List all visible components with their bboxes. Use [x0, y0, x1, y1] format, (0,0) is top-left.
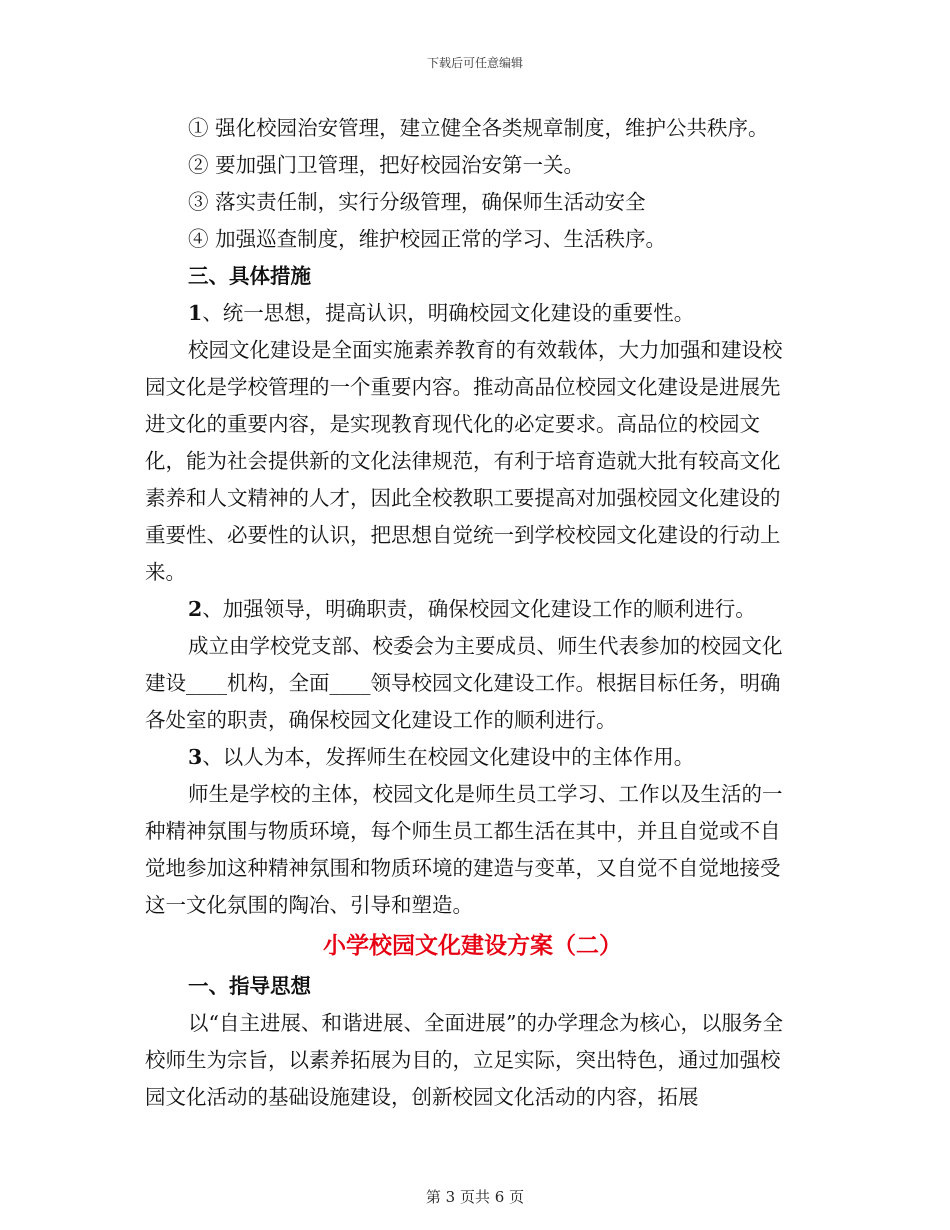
list-item: ④ 加强巡查制度，维护校园正常的学习、生活秩序。	[188, 227, 667, 251]
page-footer: 第 3 页共 6 页	[425, 1188, 525, 1206]
point-number: 2	[188, 597, 203, 621]
section-heading: 一、指导思想	[188, 974, 312, 998]
point-number: 1	[188, 301, 203, 325]
point-text: 、统一思想，提高认识，明确校园文化建设的重要性。	[202, 301, 695, 325]
page-header: 下载后可任意编辑	[426, 56, 523, 70]
point-text: 、加强领导，明确职责，确保校园文化建设工作的顺利进行。	[202, 597, 756, 621]
paragraph: 成立由学校党支部、校委会为主要成员、师生代表参加的校园文化建设____机构，全面____领导校园文化建设工作。根据目标任务，明确各处室的职责，确保校园文化建设工作的顺利进行。	[145, 634, 783, 732]
section-heading: 三、具体措施	[188, 264, 312, 288]
point-text: 、以人为本，发挥师生在校园文化建设中的主体作用。	[202, 745, 695, 769]
paragraph: 师生是学校的主体，校园文化是师生员工学习、工作以及生活的一种精神氛围与物质环境，每个师生员工都生活在其中，并且自觉或不自觉地参加这种精神氛围和物质环境的建造与变革，又自觉不自觉地接受这一文化氛围的陶冶、引导和塑造。	[145, 782, 783, 917]
point-heading	[145, 739, 800, 776]
point-heading	[145, 295, 800, 332]
point-number: 3	[188, 745, 203, 769]
list-item: ① 强化校园治安管理，建立健全各类规章制度，维护公共秩序。	[188, 116, 769, 140]
document-title: 小学校园文化建设方案（二）	[323, 932, 622, 959]
document-body	[145, 110, 800, 1116]
point-heading	[145, 591, 800, 628]
list-item: ② 要加强门卫管理，把好校园治安第一关。	[188, 153, 585, 177]
paragraph: 校园文化建设是全面实施素养教育的有效载体，大力加强和建设校园文化是学校管理的一个重要内容。推动高品位校园文化建设是进展先进文化的重要内容，是实现教育现代化的必定要求。高品位的校园文化，能为社会提供新的文化法律规范，有利于培育造就大批有较高文化素养和人文精神的人才，因此全校教职工要提高对加强校园文化建设的重要性、必要性的认识，把思想自觉统一到学校校园文化建设的行动上来。	[145, 338, 783, 584]
list-item: ③ 落实责任制，实行分级管理，确保师生活动安全	[188, 190, 646, 214]
paragraph: 以“自主进展、和谐进展、全面进展”的办学理念为核心，以服务全校师生为宗旨，以素养拓展为目的，立足实际，突出特色，通过加强校园文化活动的基础设施建设，创新校园文化活动的内容，拓展	[145, 1011, 784, 1109]
